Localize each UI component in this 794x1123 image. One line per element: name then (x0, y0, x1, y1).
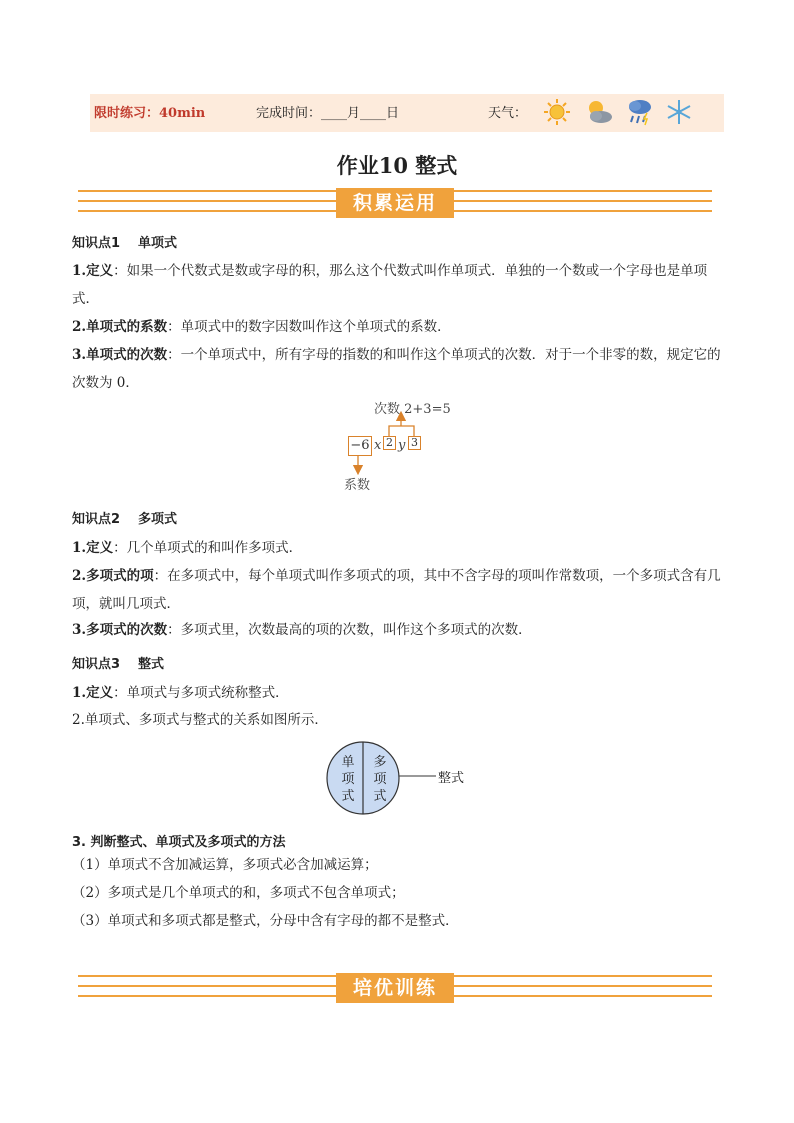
coefficient-label: 系数 (344, 478, 371, 493)
char: 式 (341, 789, 355, 804)
polynomial-label (371, 754, 389, 805)
para-text: ：多项式里，次数最高的项的次数，叫作这个多项式的次数． (167, 622, 532, 638)
char: 式 (373, 789, 387, 804)
kp2-terms (72, 562, 722, 618)
exponent-x: 2 (386, 436, 393, 449)
exponent-y: 3 (411, 436, 418, 449)
exponent-y-box (408, 436, 421, 450)
method-item-3: （3）单项式和多项式都是整式，分母中含有字母的都不是整式． (72, 913, 459, 929)
integral-expression-diagram (324, 740, 484, 816)
coefficient-box (348, 436, 372, 456)
para-text: ：如果一个代数式是数或字母的积，那么这个代数式叫作单项式．单独的一个数或一个字母也是单项式． (72, 263, 708, 307)
method-item-2: （2）多项式是几个单项式的和，多项式不包含单项式； (72, 885, 405, 901)
char: 单 (341, 755, 355, 770)
knowledge-point-1-heading (72, 232, 177, 251)
para-lead: 2.单项式的系数 (72, 319, 168, 335)
kp2-definition (72, 534, 722, 562)
method-item-1: （1）单项式不含加减运算，多项式必含加减运算； (72, 857, 378, 873)
kp3-relation: 2.单项式、多项式与整式的关系如图所示． (72, 712, 328, 728)
exponent-x-box (383, 436, 396, 450)
kp1-coefficient (72, 313, 722, 341)
char: 多 (373, 755, 387, 770)
para-lead: 2.多项式的项 (72, 568, 154, 584)
rain-icon (625, 97, 655, 127)
degree-label: 次数 2+3=5 (374, 402, 451, 417)
para-lead: 3.多项式的次数 (72, 622, 168, 638)
kp-name: 单项式 (138, 236, 178, 251)
variable-y: y (398, 438, 406, 453)
coefficient-value: −6 (350, 438, 370, 453)
kp-number: 知识点2 (72, 512, 121, 527)
para-text: ：一个单项式中，所有字母的指数的和叫作这个单项式的次数．对于一个非零的数，规定它的次数为 0． (72, 347, 721, 391)
kp-name: 多项式 (138, 512, 178, 527)
para-lead: 1.定义 (72, 685, 114, 701)
para-text: ：在多项式中，每个单项式叫作多项式的项，其中不含字母的项叫作常数项，一个多项式含有几项，就叫几项式． (72, 568, 721, 612)
char: 项 (341, 772, 355, 787)
weather-label: 天气： (488, 106, 528, 121)
section-banner-bottom (78, 971, 712, 1005)
snowflake-icon (664, 97, 694, 127)
integral-expression-label: 整式 (438, 771, 465, 786)
banner-label: 积累运用 (336, 188, 454, 218)
variable-x: x (374, 438, 382, 453)
kp-number: 知识点1 (72, 236, 121, 251)
kp-name: 整式 (138, 657, 165, 672)
sun-icon (542, 97, 572, 127)
time-limit: 限时练习：40min (94, 106, 206, 121)
para-lead: 1.定义 (72, 263, 114, 279)
finish-time: 完成时间：____月____日 (256, 106, 400, 121)
monomial-diagram (330, 396, 470, 494)
banner-label: 培优训练 (336, 973, 454, 1003)
section-banner-top (78, 186, 712, 220)
partly-cloudy-icon (584, 97, 614, 127)
monomial-label (339, 754, 357, 805)
header-band (90, 94, 724, 132)
para-lead: 3.单项式的次数 (72, 347, 168, 363)
kp1-definition (72, 257, 722, 313)
knowledge-point-3-heading (72, 653, 164, 672)
char: 项 (373, 772, 387, 787)
para-text: ：几个单项式的和叫作多项式． (113, 540, 303, 556)
kp-number: 知识点3 (72, 657, 121, 672)
para-text: ：单项式中的数字因数叫作这个单项式的系数． (167, 319, 451, 335)
para-lead: 1.定义 (72, 540, 114, 556)
knowledge-point-2-heading (72, 508, 177, 527)
method-heading: 3. 判断整式、单项式及多项式的方法 (72, 835, 286, 850)
para-text: ：单项式与多项式统称整式． (113, 685, 289, 701)
kp3-definition (72, 679, 722, 707)
kp2-degree (72, 616, 722, 644)
kp1-degree (72, 341, 722, 397)
page-title: 作业10 整式 (336, 153, 458, 178)
